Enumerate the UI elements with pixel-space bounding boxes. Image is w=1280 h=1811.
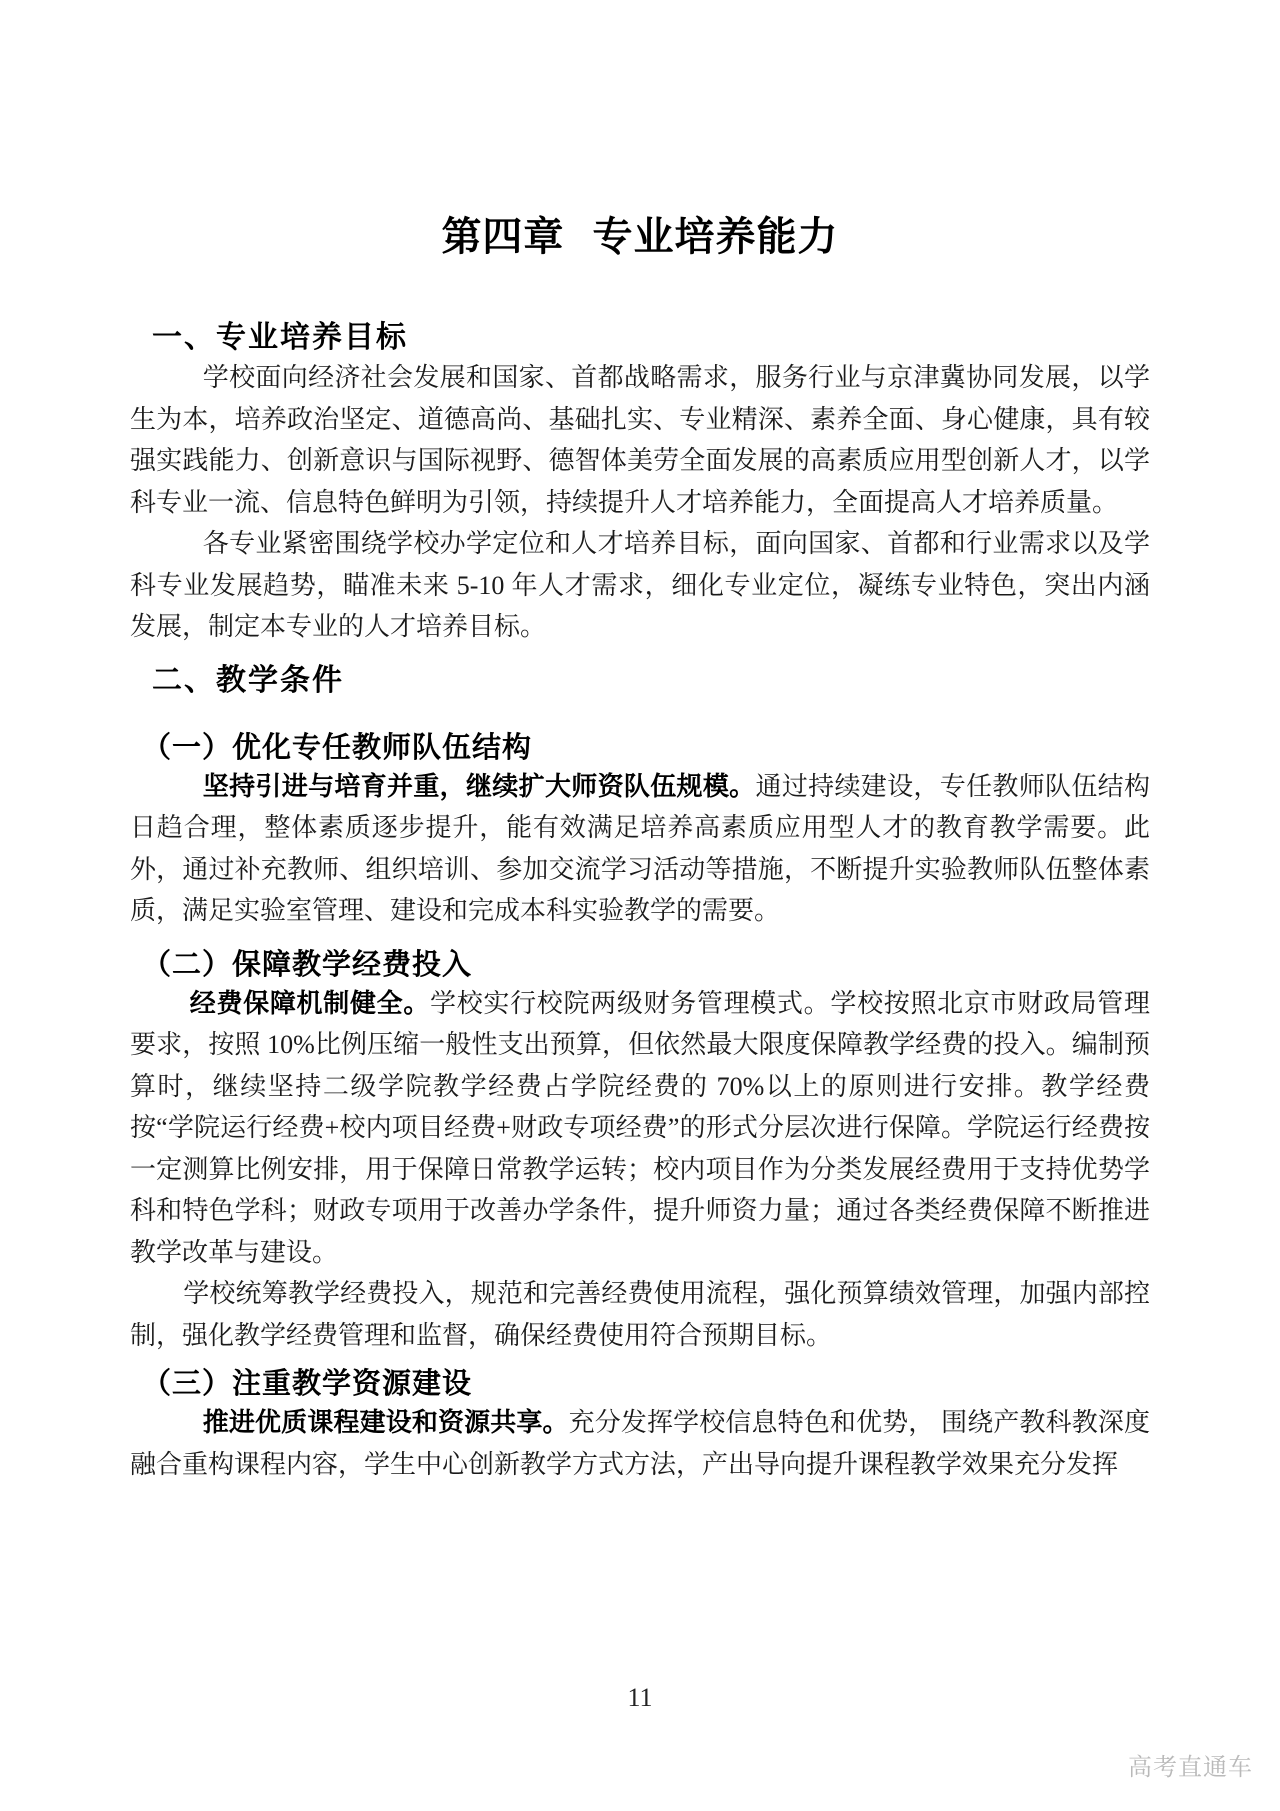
paragraph-training-goals-1: 学校面向经济社会发展和国家、首都战略需求，服务行业与京津冀协同发展，以学生为本，培养政治坚定、道德高尚、基础扎实、专业精深、素养全面、身心健康，具有较强实践能力、创新意识与国际视野、德智体美劳全面发展的高素质应用型创新人才，以学科专业一流、信息特色鲜明为引领，持续提升人才培养能力，全面提高人才培养质量。 bbox=[130, 363, 1150, 517]
watermark-text: 高考直通车 bbox=[1128, 1754, 1253, 1781]
paragraph-funding-2: 学校统筹教学经费投入，规范和完善经费使用流程，强化预算绩效管理，加强内部控制，强化教学经费管理和监督，确保经费使用符合预期目标。 bbox=[130, 1279, 1150, 1350]
subsection-heading-teacher-team: （一）优化专任教师队伍结构 bbox=[142, 731, 533, 764]
paragraph-teaching-resources-lead: 推进优质课程建设和资源共享。 bbox=[202, 1408, 569, 1437]
subsection-heading-teaching-resources: （三）注重教学资源建设 bbox=[142, 1368, 473, 1400]
paragraph-training-goals-2: 各专业紧密围绕学校办学定位和人才培养目标，面向国家、首都和行业需求以及学科专业发展趋势，瞄准未来 5-10 年人才需求，细化专业定位，凝练专业特色，突出内涵发展，制定本专业的人才培养目标。 bbox=[130, 529, 1150, 641]
paragraph-funding-1-lead: 经费保障机制健全。 bbox=[189, 988, 431, 1018]
subsection-heading-funding: （二）保障教学经费投入 bbox=[142, 948, 473, 981]
paragraph-teacher-team-lead: 坚持引进与培育并重，继续扩大师资队伍规模。 bbox=[202, 771, 756, 801]
chapter-title: 第四章 专业培养能力 bbox=[441, 215, 839, 259]
paragraph-funding-1 bbox=[130, 983, 1150, 1274]
section-heading-teaching-conditions: 二、教学条件 bbox=[152, 663, 344, 697]
page-number: 11 bbox=[627, 1683, 653, 1712]
paragraph-teacher-team bbox=[130, 766, 1150, 932]
paragraph-funding-1-rest: 学校实行校院两级财务管理模式。学校按照北京市财政局管理要求，按照 10%比例压缩一般性支出预算，但依然最大限度保障教学经费的投入。编制预算时，继续坚持二级学院教学经费占学院经费的 70%以上的原则进行安排。教学经费按“学院运行经费+校内项目经费+财政专项经费”的形式分层次进行保障。学院运行经费按一定测算比例安排，用于保障日常教学运转；校内项目作为分类发展经费用于支持优势学科和特色学科；财政专项用于改善办学条件，提升师资力量；通过各类经费保障不断推进教学改革与建设。 bbox=[130, 988, 1150, 1267]
paragraph-teaching-resources bbox=[130, 1402, 1150, 1485]
section-heading-training-goals: 一、专业培养目标 bbox=[152, 321, 408, 354]
paragraph-teaching-resources-rest: 充分发挥学校信息特色和优势， 围绕产教科教深度融合重构课程内容，学生中心创新教学方式方法，产出导向提升课程教学效果充分发挥 bbox=[130, 1408, 1150, 1479]
paragraph-teacher-team-rest: 通过持续建设，专任教师队伍结构日趋合理，整体素质逐步提升，能有效满足培养高素质应用型人才的教育教学需要。此外，通过补充教师、组织培训、参加交流学习活动等措施，不断提升实验教师队伍整体素质，满足实验室管理、建设和完成本科实验教学的需要。 bbox=[130, 771, 1150, 925]
